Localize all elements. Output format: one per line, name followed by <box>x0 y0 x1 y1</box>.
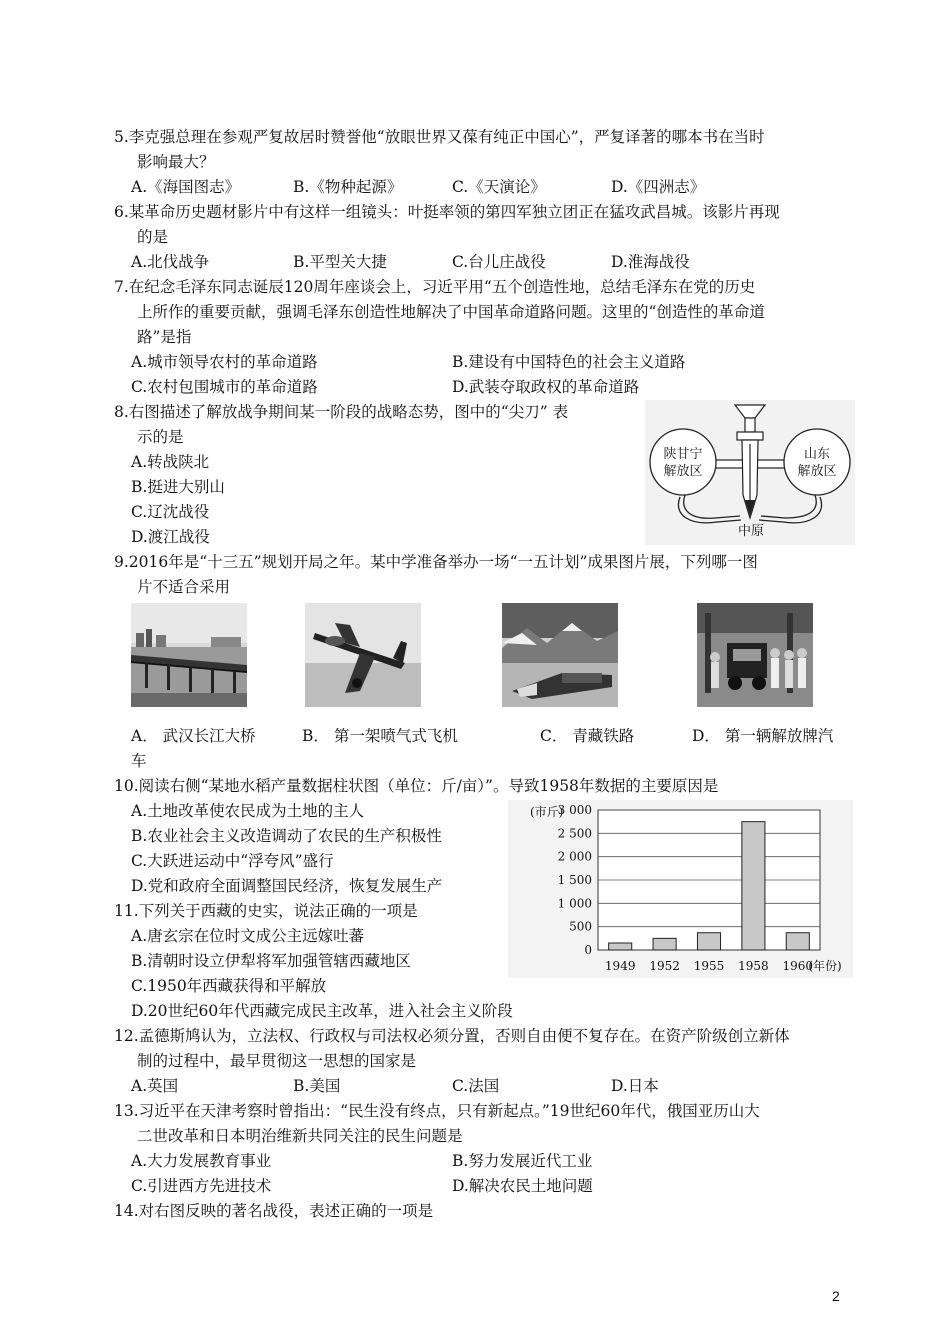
q8-stem-line1: 8.右图描述了解放战争期间某一阶段的战略态势，图中的“尖刀” 表 <box>114 403 569 421</box>
photo-qinghai-tibet-railway <box>502 603 618 707</box>
q12-option-c: C.法国 <box>452 1077 500 1095</box>
chart-x-tick-label: 1955 <box>693 959 725 973</box>
q9-stem-line1: 9.2016年是“十三五”规划开局之年。某中学准备举办一场“一五计划”成果图片展，下列哪一图 <box>114 553 758 571</box>
q13-stem-line1: 13.习近平在天津考察时曾指出：“民生没有终点，只有新起点。”19世纪60年代，俄国亚历山大 <box>114 1102 760 1120</box>
chart-y-tick-label: 500 <box>569 919 592 934</box>
strategic-map-figure <box>645 400 855 545</box>
q11-option-d: D.20世纪60年代西藏完成民主改革，进入社会主义阶段 <box>131 1002 513 1020</box>
q7-stem-line1: 7.在纪念毛泽东同志诞辰120周年座谈会上，习近平用“五个创造性地，总结毛泽东在党的历史 <box>114 278 756 296</box>
q5-option-d: D.《四洲志》 <box>611 178 706 196</box>
rice-yield-bar-chart <box>508 800 853 978</box>
chart-x-tick-label: 1949 <box>604 959 636 973</box>
q5-stem-line1: 5.李克强总理在参观严复故居时赞誉他“放眼世界又葆有纯正中国心”，严复译著的哪本书在当时 <box>114 128 765 146</box>
q6-option-c: C.台儿庄战役 <box>452 253 546 271</box>
q10-option-a: A.土地改革使农民成为土地的主人 <box>131 802 365 820</box>
chart-y-axis-label: (市斤) <box>530 805 564 819</box>
chart-x-tick-label: 1958 <box>738 959 769 973</box>
map-label-bottom: 中原 <box>737 524 765 539</box>
q6-stem-line2: 的是 <box>137 228 169 246</box>
chart-bar-1960 <box>786 933 809 950</box>
q11-stem-line1: 11.下列关于西藏的史实，说法正确的一项是 <box>114 902 418 920</box>
q8-option-c: C.辽沈战役 <box>131 503 210 521</box>
q12-option-a: A.英国 <box>131 1077 179 1095</box>
q6-stem-line1: 6.某革命历史题材影片中有这样一组镜头：叶挺率领的第四军独立团正在猛攻武昌城。该影片再现 <box>114 203 780 221</box>
page-number: 2 <box>832 1288 840 1304</box>
q13-option-c: C.引进西方先进技术 <box>131 1177 272 1195</box>
q7-option-c: C.农村包围城市的革命道路 <box>131 378 318 396</box>
q9-caption-c: C． 青藏铁路 <box>540 727 635 745</box>
q9-caption-d: D． 第一辆解放牌汽 <box>692 727 834 745</box>
q8-option-a: A.转战陕北 <box>131 453 210 471</box>
q8-stem-line2: 示的是 <box>137 428 184 446</box>
q7-stem-line2: 上所作的重要贡献，强调毛泽东创造性地解决了中国革命道路问题。这里的“创造性的革命道 <box>137 303 765 321</box>
q12-stem-line2: 制的过程中，最早贯彻这一思想的国家是 <box>137 1052 417 1070</box>
photo-jiefang-truck <box>697 603 813 707</box>
q7-stem-line3: 路”是指 <box>137 328 192 346</box>
q9-caption-b: B． 第一架喷气式飞机 <box>302 727 458 745</box>
q6-option-b: B.平型关大捷 <box>293 253 387 271</box>
q13-stem-line2: 二世改革和日本明治维新共同关注的民生问题是 <box>137 1127 463 1145</box>
q13-option-b: B.努力发展近代工业 <box>452 1152 593 1170</box>
q7-option-b: B.建设有中国特色的社会主义道路 <box>452 353 686 371</box>
q9-caption-d-wrap: 车 <box>131 752 147 770</box>
q12-option-b: B.美国 <box>293 1077 341 1095</box>
chart-bar-1958 <box>742 822 765 950</box>
q14-stem-line1: 14.对右图反映的著名战役，表述正确的一项是 <box>114 1202 434 1220</box>
map-label-left-line2: 解放区 <box>663 464 703 479</box>
photo-jet-aircraft <box>305 603 421 707</box>
chart-x-tick-label: 1952 <box>649 959 680 973</box>
q11-option-a: A.唐玄宗在位时文成公主远嫁吐蕃 <box>131 927 365 945</box>
chart-y-tick-label: 1 500 <box>557 873 592 887</box>
q10-option-b: B.农业社会主义改造调动了农民的生产积极性 <box>131 827 442 845</box>
chart-x-tick-label: 1960 <box>782 959 814 973</box>
q6-option-a: A.北伐战争 <box>131 253 210 271</box>
q8-option-b: B.挺进大别山 <box>131 478 225 496</box>
q13-option-d: D.解决农民土地问题 <box>452 1177 593 1195</box>
photo-wuhan-bridge <box>131 603 247 707</box>
chart-y-tick-label: 0 <box>584 943 592 957</box>
q12-stem-line1: 12.孟德斯鸠认为，立法权、行政权与司法权必须分置，否则自由便不复存在。在资产阶级创立新体 <box>114 1027 790 1045</box>
chart-x-axis-label: (年份) <box>808 959 842 973</box>
map-label-left-line1: 陕甘宁 <box>663 447 703 462</box>
q13-option-a: A.大力发展教育事业 <box>131 1152 272 1170</box>
q11-option-b: B.清朝时设立伊犁将军加强管辖西藏地区 <box>131 952 411 970</box>
chart-bar-1955 <box>697 933 720 950</box>
map-label-right-line2: 解放区 <box>797 464 837 479</box>
q12-option-d: D.日本 <box>611 1077 659 1095</box>
chart-y-tick-label: 2 000 <box>557 849 592 864</box>
q5-option-c: C.《天演论》 <box>452 178 546 196</box>
chart-y-tick-label: 2 500 <box>557 826 592 841</box>
q10-option-c: C.大跃进运动中“浮夸风”盛行 <box>131 852 334 870</box>
chart-y-tick-label: 1 000 <box>557 896 592 911</box>
q9-stem-line2: 片不适合采用 <box>137 578 231 596</box>
q5-option-b: B.《物种起源》 <box>293 178 403 196</box>
q5-stem-line2: 影响最大？ <box>137 153 215 171</box>
q6-option-d: D.淮海战役 <box>611 253 690 271</box>
chart-bar-1949 <box>609 943 632 950</box>
q8-option-d: D.渡江战役 <box>131 528 210 546</box>
chart-y-tick-label: 3 000 <box>557 803 592 817</box>
q7-option-d: D.武装夺取政权的革命道路 <box>452 378 640 396</box>
q11-option-c: C.1950年西藏获得和平解放 <box>131 977 327 995</box>
q9-caption-a: A． 武汉长江大桥 <box>131 727 256 745</box>
q10-stem-line1: 10.阅读右侧“某地水稻产量数据柱状图（单位：斤/亩）”。导致1958年数据的主要原因是 <box>114 777 719 795</box>
map-label-right-line1: 山东 <box>803 447 831 462</box>
q10-option-d: D.党和政府全面调整国民经济，恢复发展生产 <box>131 877 443 895</box>
chart-bar-1952 <box>653 938 676 950</box>
q5-option-a: A.《海国图志》 <box>131 178 241 196</box>
q7-option-a: A.城市领导农村的革命道路 <box>131 353 318 371</box>
